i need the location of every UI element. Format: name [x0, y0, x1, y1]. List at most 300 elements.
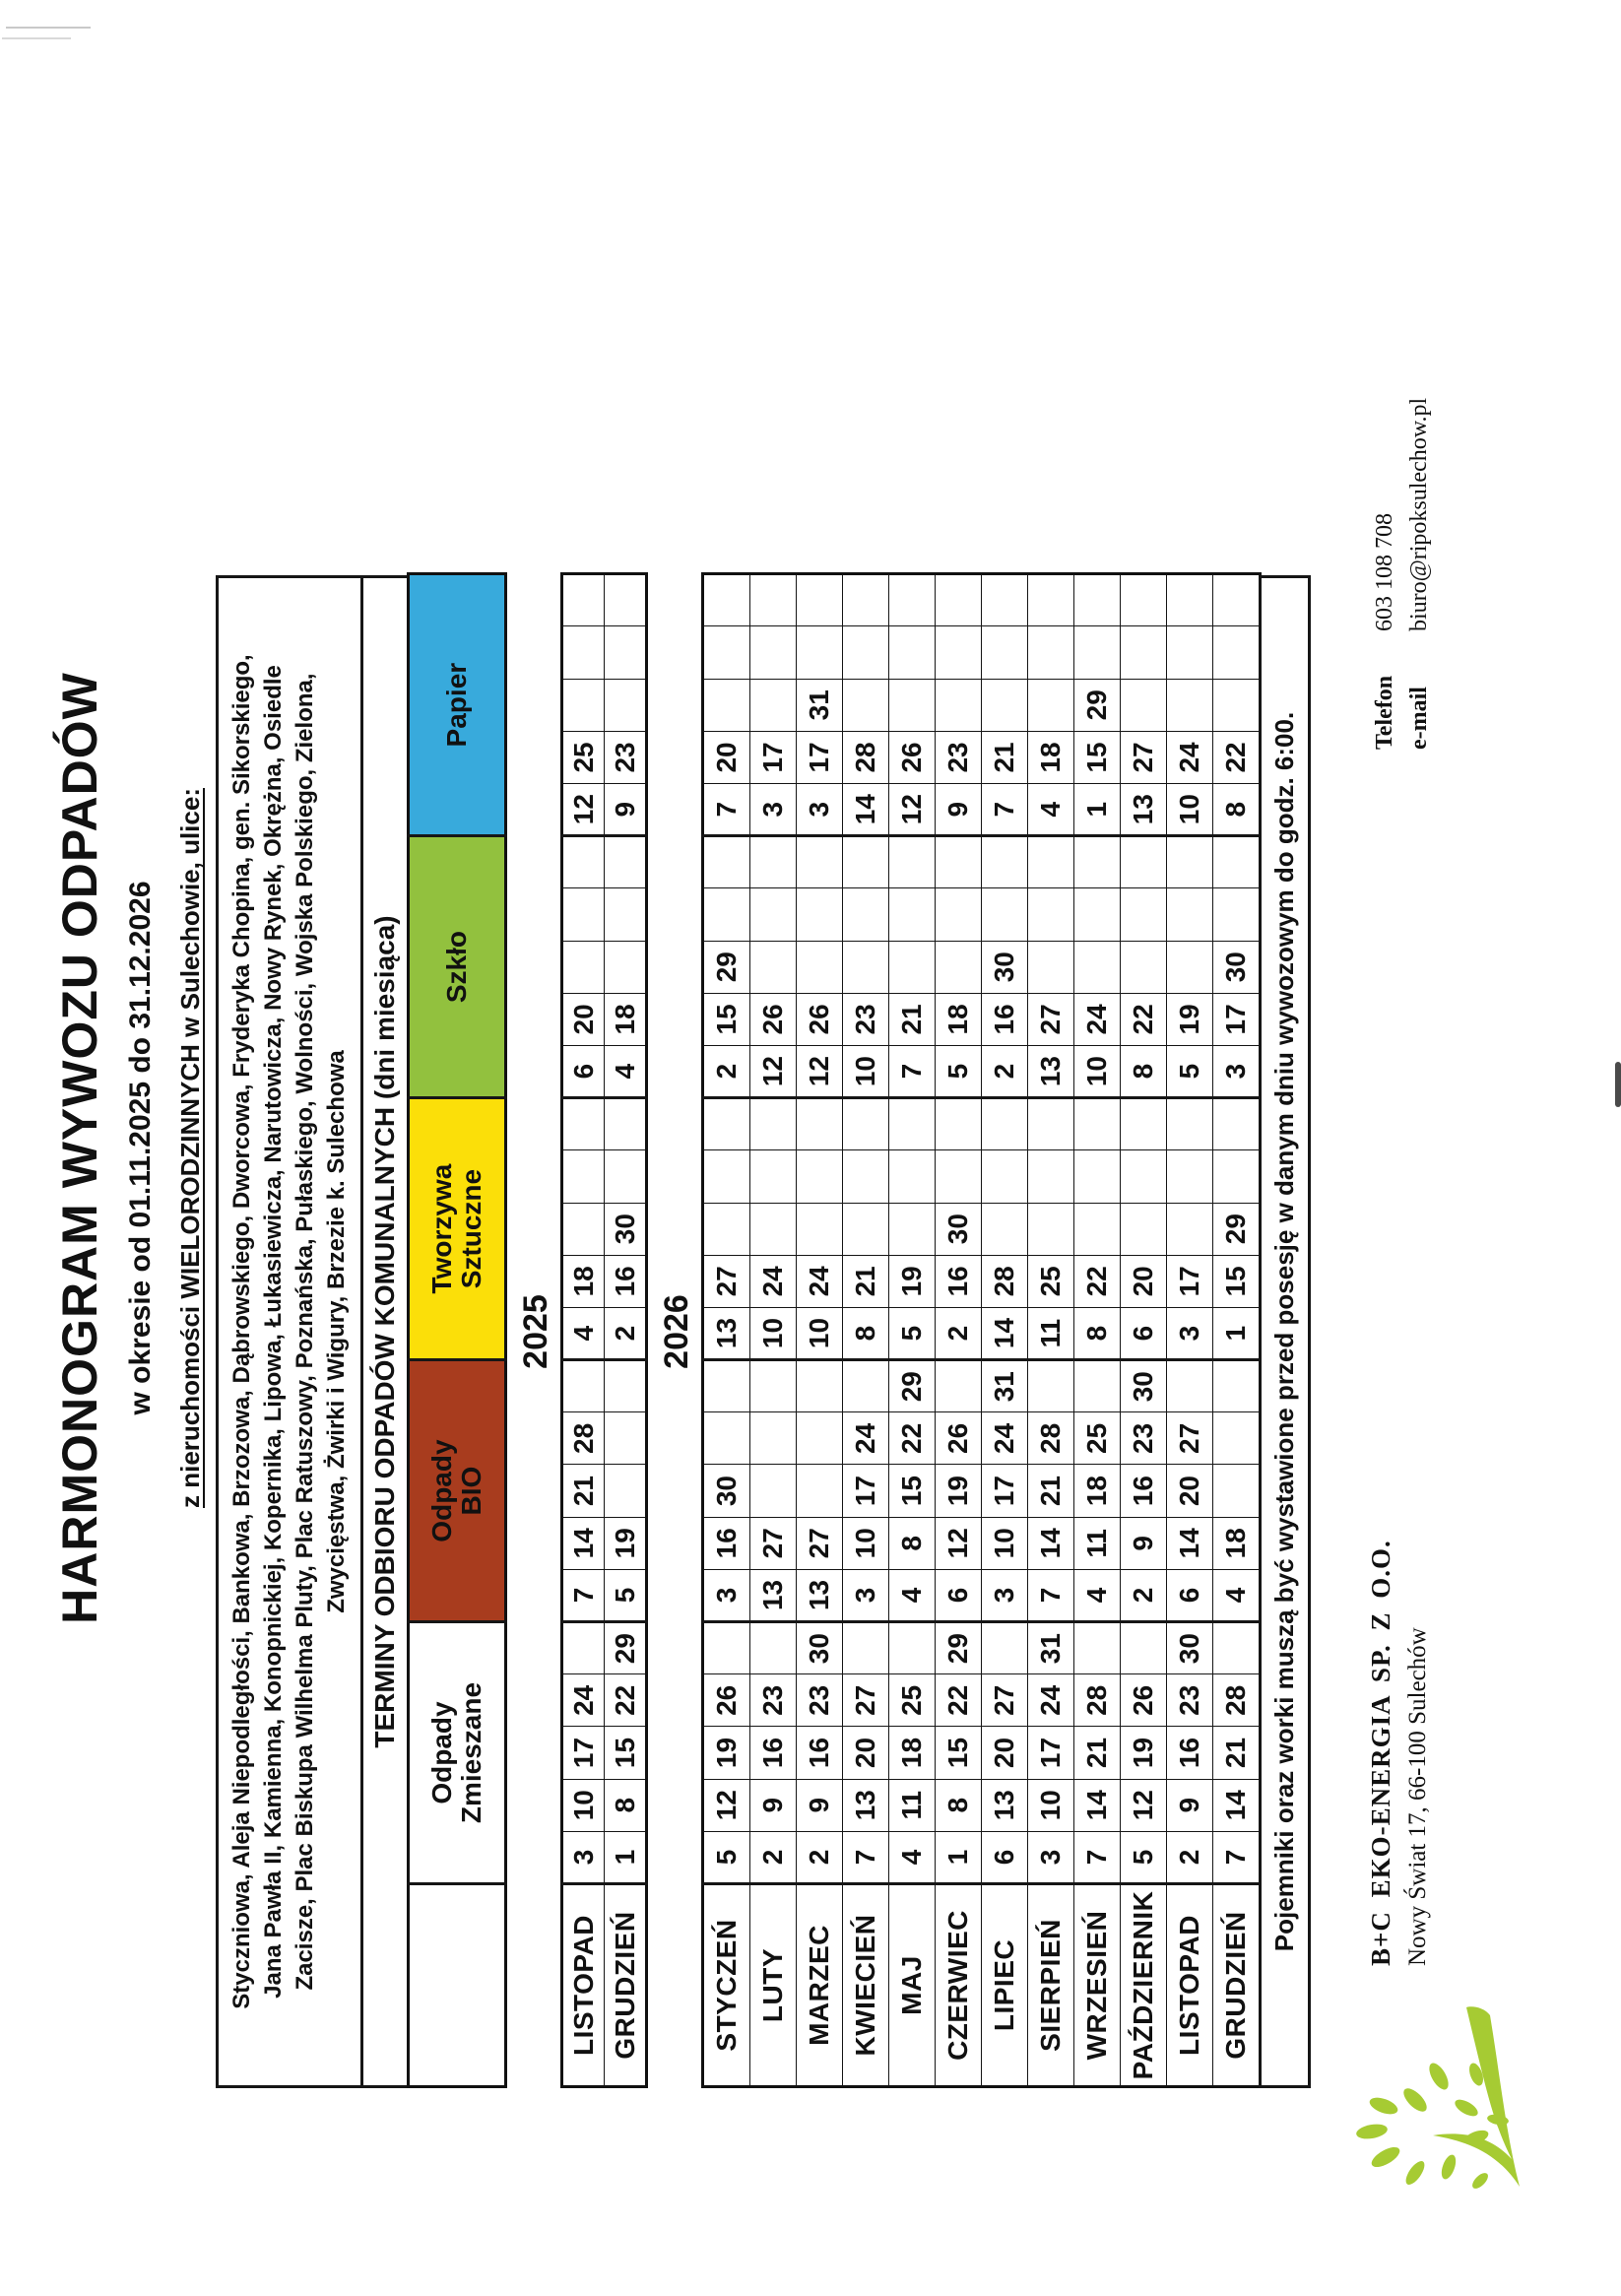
empty-day-cell — [750, 626, 797, 679]
empty-day-cell — [703, 1203, 750, 1255]
empty-day-cell — [889, 1203, 936, 1255]
day-cell: 12 — [797, 1046, 843, 1098]
empty-day-cell — [1213, 1622, 1261, 1674]
day-cell: 23 — [797, 1674, 843, 1727]
day-cell: 9 — [797, 1779, 843, 1831]
day-cell: 20 — [703, 731, 750, 783]
day-cell: 14 — [843, 784, 889, 836]
day-cell: 10 — [797, 1307, 843, 1359]
day-cell: 2 — [605, 1307, 647, 1359]
day-cell: 19 — [1121, 1727, 1167, 1779]
day-cell: 12 — [1121, 1779, 1167, 1831]
empty-day-cell — [562, 1098, 605, 1150]
empty-day-cell — [1121, 1203, 1167, 1255]
month-label: LIPIEC — [982, 1884, 1028, 2087]
schedule-table-2026 — [701, 572, 1262, 2088]
email-row — [1406, 398, 1433, 750]
day-cell: 16 — [1121, 1465, 1167, 1517]
day-cell: 15 — [605, 1727, 647, 1779]
empty-day-cell — [1121, 626, 1167, 679]
month-label: LISTOPAD — [562, 1884, 605, 2087]
empty-day-cell — [750, 1203, 797, 1255]
empty-day-cell — [605, 574, 647, 626]
empty-day-cell — [797, 1150, 843, 1203]
day-cell: 10 — [843, 1046, 889, 1098]
scan-artifact — [1615, 1062, 1621, 1107]
day-cell: 20 — [562, 993, 605, 1045]
month-row — [982, 574, 1028, 2087]
day-cell: 17 — [562, 1727, 605, 1779]
company-address: Nowy Świat 17, 66-100 Sulechów — [1404, 1627, 1431, 1966]
empty-day-cell — [750, 1360, 797, 1412]
day-cell: 14 — [1074, 1779, 1121, 1831]
table-title: TERMINY ODBIORU ODPADÓW KOMUNALNYCH (dni miesiąca) — [360, 575, 410, 2088]
empty-day-cell — [703, 836, 750, 888]
empty-day-cell — [982, 888, 1028, 941]
day-cell: 31 — [1028, 1622, 1074, 1674]
day-cell: 16 — [797, 1727, 843, 1779]
day-cell: 28 — [982, 1255, 1028, 1307]
day-cell: 8 — [605, 1779, 647, 1831]
day-cell: 21 — [562, 1465, 605, 1517]
month-label: MARZEC — [797, 1884, 843, 2087]
day-cell: 16 — [605, 1255, 647, 1307]
empty-day-cell — [1074, 1098, 1121, 1150]
month-row — [605, 574, 647, 2087]
day-cell: 22 — [1121, 993, 1167, 1045]
day-cell: 10 — [1167, 784, 1213, 836]
waste-type-header-zmieszane — [409, 1622, 506, 1884]
empty-day-cell — [982, 574, 1028, 626]
day-cell: 26 — [797, 993, 843, 1045]
empty-day-cell — [982, 1203, 1028, 1255]
day-cell: 3 — [843, 1569, 889, 1621]
waste-type-label-line: Odpady — [426, 1701, 457, 1804]
empty-day-cell — [703, 1360, 750, 1412]
empty-day-cell — [843, 1098, 889, 1150]
footer-note: Pojemniki oraz worki muszą być wystawione przed posesję w danym dniu wywozowym do godz. 6:00. — [1259, 575, 1311, 2088]
day-cell: 26 — [703, 1674, 750, 1727]
empty-day-cell — [1074, 1622, 1121, 1674]
empty-day-cell — [797, 1098, 843, 1150]
empty-day-cell — [1028, 1360, 1074, 1412]
empty-day-cell — [797, 836, 843, 888]
day-cell: 20 — [1167, 1465, 1213, 1517]
day-cell: 13 — [1121, 784, 1167, 836]
waste-type-label-line: Sztuczne — [456, 1168, 486, 1289]
scan-artifact — [2, 37, 71, 39]
empty-day-cell — [750, 679, 797, 731]
waste-type-header-bio — [409, 1360, 506, 1622]
empty-day-cell — [605, 1360, 647, 1412]
empty-day-cell — [1028, 574, 1074, 626]
empty-day-cell — [703, 1412, 750, 1465]
day-cell: 9 — [936, 784, 982, 836]
empty-day-cell — [1213, 679, 1261, 731]
empty-day-cell — [750, 574, 797, 626]
day-cell: 21 — [1213, 1727, 1261, 1779]
schedule-area — [216, 575, 1311, 2088]
month-label: MAJ — [889, 1884, 936, 2087]
empty-day-cell — [843, 1360, 889, 1412]
waste-type-label-line: Tworzywa — [426, 1163, 457, 1294]
empty-day-cell — [1121, 1622, 1167, 1674]
empty-day-cell — [889, 1622, 936, 1674]
day-cell: 4 — [1028, 784, 1074, 836]
empty-day-cell — [936, 679, 982, 731]
day-cell: 10 — [562, 1779, 605, 1831]
street-line: Jana Pawła II, Kamienna, Konopnickiej, Kopernika, Lipowa, Łukasiewicza, Narutowicza, Nowy Rynek, Okrężna, Osiedle — [260, 665, 287, 1999]
day-cell: 31 — [982, 1360, 1028, 1412]
day-cell: 10 — [1074, 1046, 1121, 1098]
phone-number: 603 108 708 — [1372, 513, 1397, 631]
month-label: WRZESIEŃ — [1074, 1884, 1121, 2087]
day-cell: 30 — [936, 1203, 982, 1255]
waste-type-label-line: Odpady — [426, 1439, 457, 1542]
empty-day-cell — [1167, 574, 1213, 626]
empty-day-cell — [562, 679, 605, 731]
day-cell: 23 — [1121, 1412, 1167, 1465]
day-cell: 6 — [562, 1046, 605, 1098]
day-cell: 21 — [982, 731, 1028, 783]
empty-day-cell — [936, 941, 982, 993]
day-cell: 18 — [1074, 1465, 1121, 1517]
empty-day-cell — [889, 574, 936, 626]
street-line: Zwycięstwa, Żwirki i Wigury, Brzezie k. Sulechowa — [323, 1050, 350, 1613]
day-cell: 18 — [936, 993, 982, 1045]
empty-day-cell — [562, 1150, 605, 1203]
day-cell: 24 — [797, 1255, 843, 1307]
company-contact — [1372, 398, 1441, 750]
empty-day-cell — [982, 679, 1028, 731]
waste-type-label-line: Szkło — [441, 931, 472, 1004]
schedule-table-2025 — [560, 572, 648, 2088]
empty-day-cell — [889, 836, 936, 888]
day-cell: 4 — [605, 1046, 647, 1098]
empty-day-cell — [605, 888, 647, 941]
month-label: STYCZEŃ — [703, 1884, 750, 2087]
day-cell: 18 — [1213, 1517, 1261, 1569]
day-cell: 15 — [1074, 731, 1121, 783]
empty-day-cell — [1167, 626, 1213, 679]
empty-day-cell — [605, 836, 647, 888]
empty-day-cell — [797, 1412, 843, 1465]
empty-day-cell — [605, 1412, 647, 1465]
month-row — [1028, 574, 1074, 2087]
empty-day-cell — [982, 1098, 1028, 1150]
empty-day-cell — [1028, 679, 1074, 731]
empty-day-cell — [843, 836, 889, 888]
day-cell: 13 — [1028, 1046, 1074, 1098]
day-cell: 21 — [889, 993, 936, 1045]
email-label: e-mail — [1406, 687, 1432, 750]
day-cell: 1 — [1213, 1307, 1261, 1359]
day-cell: 6 — [1121, 1307, 1167, 1359]
empty-day-cell — [1167, 1360, 1213, 1412]
day-cell: 16 — [1167, 1727, 1213, 1779]
empty-day-cell — [1213, 836, 1261, 888]
empty-day-cell — [750, 1150, 797, 1203]
month-row — [889, 574, 936, 2087]
empty-day-cell — [982, 1150, 1028, 1203]
empty-day-cell — [843, 1203, 889, 1255]
company-block — [1340, 124, 1527, 2193]
waste-type-header-table — [407, 572, 507, 2088]
day-cell: 26 — [1121, 1674, 1167, 1727]
empty-day-cell — [936, 1360, 982, 1412]
empty-day-cell — [982, 1622, 1028, 1674]
day-cell: 10 — [843, 1517, 889, 1569]
empty-day-cell — [1074, 1203, 1121, 1255]
day-cell: 24 — [1074, 993, 1121, 1045]
phone-row — [1372, 398, 1398, 750]
day-cell: 4 — [1074, 1569, 1121, 1621]
day-cell: 3 — [562, 1831, 605, 1883]
property-type-line: z nieruchomości WIELORODZINNYCH w Sulechowie, ulice: — [175, 788, 205, 1508]
empty-day-cell — [750, 1622, 797, 1674]
day-cell: 11 — [889, 1779, 936, 1831]
empty-day-cell — [797, 626, 843, 679]
day-cell: 14 — [562, 1517, 605, 1569]
empty-day-cell — [797, 941, 843, 993]
day-cell: 16 — [982, 993, 1028, 1045]
month-label: SIERPIEŃ — [1028, 1884, 1074, 2087]
day-cell: 27 — [797, 1517, 843, 1569]
year-heading-2026: 2026 — [658, 1294, 695, 1369]
day-cell: 24 — [843, 1412, 889, 1465]
day-cell: 18 — [889, 1727, 936, 1779]
day-cell: 6 — [936, 1569, 982, 1621]
empty-day-cell — [703, 1150, 750, 1203]
empty-day-cell — [936, 1098, 982, 1150]
day-cell: 9 — [750, 1779, 797, 1831]
empty-day-cell — [750, 888, 797, 941]
day-cell: 28 — [1074, 1674, 1121, 1727]
empty-day-cell — [1167, 836, 1213, 888]
empty-day-cell — [1167, 941, 1213, 993]
empty-day-cell — [1074, 626, 1121, 679]
waste-type-label-line: Papier — [441, 662, 472, 748]
empty-day-cell — [936, 1150, 982, 1203]
email-address: biuro@ripoksulechow.pl — [1406, 397, 1432, 631]
empty-day-cell — [1167, 679, 1213, 731]
day-cell: 27 — [982, 1674, 1028, 1727]
waste-type-label-line: Zmieszane — [456, 1681, 486, 1824]
day-cell: 7 — [889, 1046, 936, 1098]
day-cell: 30 — [703, 1465, 750, 1517]
day-cell: 2 — [1167, 1831, 1213, 1883]
empty-day-cell — [1213, 626, 1261, 679]
day-cell: 1 — [1074, 784, 1121, 836]
day-cell: 24 — [982, 1412, 1028, 1465]
empty-day-cell — [1167, 1098, 1213, 1150]
day-cell: 2 — [1121, 1569, 1167, 1621]
empty-day-cell — [1074, 1360, 1121, 1412]
empty-day-cell — [1213, 1360, 1261, 1412]
day-cell: 11 — [1074, 1517, 1121, 1569]
empty-day-cell — [605, 1098, 647, 1150]
day-cell: 13 — [843, 1779, 889, 1831]
year-heading-2025: 2025 — [517, 1294, 554, 1369]
day-cell: 9 — [605, 784, 647, 836]
empty-day-cell — [562, 836, 605, 888]
day-cell: 28 — [1028, 1412, 1074, 1465]
day-cell: 2 — [936, 1307, 982, 1359]
month-label: GRUDZIEŃ — [605, 1884, 647, 2087]
empty-day-cell — [1121, 1150, 1167, 1203]
day-cell: 2 — [797, 1831, 843, 1883]
day-cell: 18 — [1028, 731, 1074, 783]
day-cell: 24 — [1167, 731, 1213, 783]
day-cell: 7 — [1028, 1569, 1074, 1621]
empty-day-cell — [1213, 1150, 1261, 1203]
day-cell: 29 — [936, 1622, 982, 1674]
month-row — [797, 574, 843, 2087]
day-cell: 1 — [605, 1831, 647, 1883]
empty-day-cell — [797, 1465, 843, 1517]
day-cell: 5 — [889, 1307, 936, 1359]
empty-day-cell — [1121, 836, 1167, 888]
day-cell: 8 — [843, 1307, 889, 1359]
empty-day-cell — [750, 1098, 797, 1150]
day-cell: 25 — [1074, 1412, 1121, 1465]
day-cell: 13 — [703, 1307, 750, 1359]
empty-day-cell — [936, 626, 982, 679]
month-row — [562, 574, 605, 2087]
day-cell: 7 — [982, 784, 1028, 836]
empty-day-cell — [936, 888, 982, 941]
month-label: CZERWIEC — [936, 1884, 982, 2087]
day-cell: 30 — [982, 941, 1028, 993]
empty-day-cell — [562, 626, 605, 679]
empty-day-cell — [982, 626, 1028, 679]
day-cell: 29 — [1074, 679, 1121, 731]
waste-type-header-tworzywa — [409, 1098, 506, 1360]
month-label: KWIECIEŃ — [843, 1884, 889, 2087]
day-cell: 16 — [750, 1727, 797, 1779]
day-cell: 15 — [889, 1465, 936, 1517]
day-cell: 18 — [562, 1255, 605, 1307]
day-cell: 27 — [1167, 1412, 1213, 1465]
empty-day-cell — [936, 574, 982, 626]
scan-artifact — [6, 27, 91, 29]
empty-day-cell — [750, 941, 797, 993]
day-cell: 23 — [1167, 1674, 1213, 1727]
day-cell: 11 — [1028, 1307, 1074, 1359]
day-cell: 7 — [703, 784, 750, 836]
day-cell: 7 — [562, 1569, 605, 1621]
day-cell: 17 — [1028, 1727, 1074, 1779]
day-cell: 12 — [889, 784, 936, 836]
empty-day-cell — [843, 941, 889, 993]
day-cell: 13 — [750, 1569, 797, 1621]
day-cell: 8 — [1213, 784, 1261, 836]
empty-day-cell — [797, 888, 843, 941]
day-cell: 17 — [982, 1465, 1028, 1517]
empty-day-cell — [703, 626, 750, 679]
day-cell: 25 — [889, 1674, 936, 1727]
day-cell: 16 — [703, 1517, 750, 1569]
empty-day-cell — [703, 1622, 750, 1674]
street-line: Zacisze, Plac Biskupa Wilhelma Pluty, Plac Ratuszowy, Poznańska, Pułaskiego, Wolności, Wojska Polskiego, Zielona, — [292, 673, 318, 1991]
day-cell: 6 — [1167, 1569, 1213, 1621]
day-cell: 20 — [982, 1727, 1028, 1779]
empty-day-cell — [562, 1622, 605, 1674]
day-cell: 24 — [562, 1674, 605, 1727]
empty-day-cell — [605, 1150, 647, 1203]
day-cell: 22 — [1074, 1255, 1121, 1307]
empty-day-cell — [1213, 1098, 1261, 1150]
day-cell: 22 — [889, 1412, 936, 1465]
street-list — [216, 575, 363, 2088]
empty-day-cell — [889, 941, 936, 993]
day-cell: 3 — [982, 1569, 1028, 1621]
day-cell: 22 — [1213, 731, 1261, 783]
date-range-subtitle: w okresie od 01.11.2025 do 31.12.2026 — [124, 881, 157, 1415]
day-cell: 30 — [1167, 1622, 1213, 1674]
day-cell: 30 — [1121, 1360, 1167, 1412]
empty-day-cell — [1028, 1098, 1074, 1150]
empty-day-cell — [562, 888, 605, 941]
company-name: B+C EKO-ENERGIA SP. Z O.O. — [1366, 1540, 1395, 1966]
month-row — [1213, 574, 1261, 2087]
empty-day-cell — [1028, 626, 1074, 679]
day-cell: 3 — [1028, 1831, 1074, 1883]
day-cell: 25 — [562, 731, 605, 783]
empty-day-cell — [703, 1098, 750, 1150]
empty-day-cell — [562, 941, 605, 993]
day-cell: 17 — [1213, 993, 1261, 1045]
empty-day-cell — [1121, 1098, 1167, 1150]
street-line: Styczniowa, Aleja Niepodległości, Bankowa, Brzozowa, Dąbrowskiego, Dworcowa, Fryderyka Chopina, gen. Sikorskiego, — [228, 654, 255, 2009]
tables-container — [407, 575, 1262, 2088]
month-header-blank-cell — [409, 1884, 506, 2087]
day-cell: 15 — [703, 993, 750, 1045]
day-cell: 17 — [797, 731, 843, 783]
day-cell: 24 — [750, 1255, 797, 1307]
empty-day-cell — [889, 679, 936, 731]
day-cell: 26 — [750, 993, 797, 1045]
empty-day-cell — [750, 836, 797, 888]
month-label: LISTOPAD — [1167, 1884, 1213, 2087]
day-cell: 20 — [1121, 1255, 1167, 1307]
empty-day-cell — [1028, 1203, 1074, 1255]
empty-day-cell — [797, 1360, 843, 1412]
empty-day-cell — [889, 1098, 936, 1150]
empty-day-cell — [605, 626, 647, 679]
day-cell: 30 — [1213, 941, 1261, 993]
day-cell: 3 — [750, 784, 797, 836]
month-row — [750, 574, 797, 2087]
day-cell: 13 — [797, 1569, 843, 1621]
day-cell: 5 — [703, 1831, 750, 1883]
day-cell: 23 — [750, 1674, 797, 1727]
day-cell: 28 — [1213, 1674, 1261, 1727]
day-cell: 25 — [1028, 1255, 1074, 1307]
empty-day-cell — [843, 626, 889, 679]
month-row — [1167, 574, 1213, 2087]
day-cell: 7 — [1213, 1831, 1261, 1883]
day-cell: 5 — [936, 1046, 982, 1098]
day-cell: 29 — [889, 1360, 936, 1412]
day-cell: 8 — [889, 1517, 936, 1569]
day-cell: 6 — [982, 1831, 1028, 1883]
empty-day-cell — [750, 1412, 797, 1465]
day-cell: 27 — [1028, 993, 1074, 1045]
day-cell: 18 — [605, 993, 647, 1045]
empty-day-cell — [1028, 888, 1074, 941]
month-label: LUTY — [750, 1884, 797, 2087]
